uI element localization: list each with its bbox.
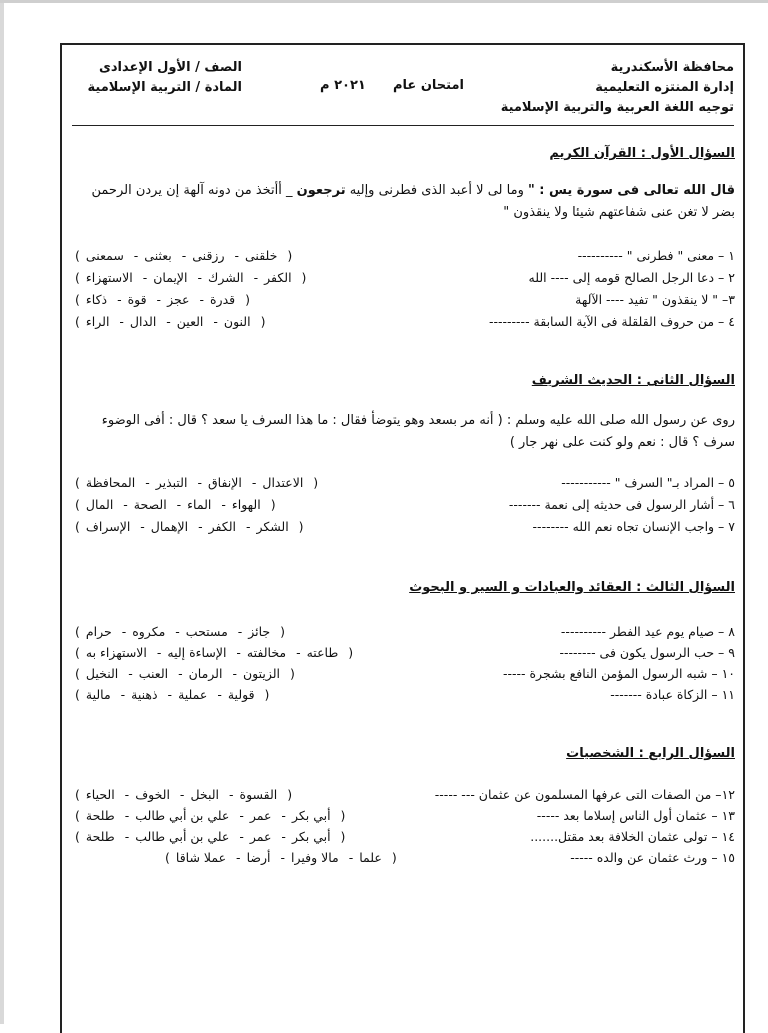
choice-option: الإنفاق bbox=[207, 475, 242, 490]
exam-header bbox=[72, 58, 734, 120]
verse-part-1: وما لى لا أعبد الذى فطرنى وإليه bbox=[345, 183, 528, 198]
scan-edge-top bbox=[0, 0, 768, 3]
question-row bbox=[75, 666, 735, 686]
choices: ( قدرة- عجز- قوة- ذكاء) bbox=[75, 292, 250, 307]
choice-option: الصحة bbox=[133, 497, 167, 512]
choices: ( طاعته- مخالفته- الإساءة إليه- الاستهزاء به) bbox=[75, 645, 354, 660]
question-text: ١٣ – عثمان أول الناس إسلاما بعد ----- bbox=[536, 808, 735, 823]
choices: ( علما- مالا وفيرا- أرضا- عملا شاقا) bbox=[165, 850, 397, 865]
choices: ( جائز- مستحب- مكروه- حرام) bbox=[75, 624, 286, 639]
question-row bbox=[75, 292, 735, 312]
choices: ( قولية- عملية- ذهنية- مالية) bbox=[75, 687, 270, 702]
question-row bbox=[75, 850, 735, 870]
quran-passage bbox=[75, 180, 735, 224]
question-row bbox=[75, 519, 735, 539]
choices: ( الهواء- الماء- الصحة- المال) bbox=[75, 497, 276, 512]
choices: ( خلقنى- رزقنى- بعثنى- سمعنى) bbox=[75, 248, 293, 263]
choice-option: النخيل bbox=[85, 666, 119, 681]
choice-option: القسوة bbox=[239, 787, 278, 802]
choice-option: الهواء bbox=[231, 497, 261, 512]
question-text: ١٥ – ورث عثمان عن والده ----- bbox=[570, 850, 735, 865]
passage-intro: قال الله تعالى فى سورة يس : " bbox=[527, 183, 735, 198]
choice-option: الخوف bbox=[135, 787, 170, 802]
choice-option: الزيتون bbox=[242, 666, 281, 681]
choice-option: الاعتدال bbox=[262, 475, 304, 490]
choice-option: مالية bbox=[85, 687, 111, 702]
choice-option: علما bbox=[359, 850, 382, 865]
choice-option: الإيمان bbox=[153, 270, 188, 285]
choices: ( الشكر- الكفر- الإهمال- الإسراف) bbox=[75, 519, 304, 534]
exam-title bbox=[320, 78, 464, 93]
choice-option: سمعنى bbox=[85, 248, 124, 263]
exam-year: ٢٠٢١ م bbox=[320, 78, 366, 93]
choice-option: العنب bbox=[138, 666, 169, 681]
section-title-q3: السؤال الثالث : العقائد والعبادات و السير و البحوث bbox=[409, 580, 735, 595]
administration: إدارة المنتزه التعليمية bbox=[595, 80, 734, 95]
section-title-q1: السؤال الأول : القرآن الكريم bbox=[549, 146, 735, 161]
choice-option: الاستهزاء bbox=[85, 270, 133, 285]
question-text: ١٠ – شبه الرسول المؤمن النافع بشجرة ----- bbox=[502, 666, 735, 681]
choice-option: الإساءة إليه bbox=[167, 645, 227, 660]
question-text: ١١ – الزكاة عبادة ------- bbox=[610, 687, 735, 702]
choice-option: الرمان bbox=[188, 666, 223, 681]
grade: الصف / الأول الإعدادى bbox=[98, 60, 242, 75]
choice-option: أرضا bbox=[246, 850, 271, 865]
header-divider bbox=[72, 125, 734, 126]
choice-option: عملية bbox=[178, 687, 208, 702]
question-text: ١٢– من الصفات التى عرفها المسلمون عن عثمان --- ----- bbox=[434, 787, 735, 802]
question-row bbox=[75, 497, 735, 517]
choice-option: قدرة bbox=[209, 292, 236, 307]
choice-option: رزقنى bbox=[192, 248, 225, 263]
question-row bbox=[75, 475, 735, 495]
question-text: ٧ – واجب الإنسان تجاه نعم الله -------- bbox=[532, 519, 735, 534]
question-text: ٤ – من حروف القلقلة فى الآية السابقة --------- bbox=[488, 314, 735, 329]
governorate: محافظة الأسكندرية bbox=[610, 60, 734, 75]
choice-option: ذهنية bbox=[131, 687, 158, 702]
choice-option: الشرك bbox=[208, 270, 244, 285]
choice-option: مكروه bbox=[132, 624, 166, 639]
hadith-passage: روى عن رسول الله صلى الله عليه وسلم : ( أنه مر بسعد وهو يتوضأ فقال : ما هذا السرف يا سعد ؟ قال : أفى الوضوء سرف ؟ قال : نعم ولو كنت على نهر جار ) bbox=[101, 413, 735, 450]
question-text: ٣– " لا ينقذون " تفيد ---- الآلهة bbox=[575, 292, 735, 307]
choices: ( أبي بكر- عمر- علي بن أبي طالب- طلحة) bbox=[75, 808, 346, 823]
question-row bbox=[75, 687, 735, 707]
section-title-q4: السؤال الرابع : الشخصيات bbox=[566, 746, 735, 761]
question-row bbox=[75, 624, 735, 644]
question-text: ٩ – حب الرسول يكون فى -------- bbox=[559, 645, 735, 660]
choice-option: البخل bbox=[190, 787, 220, 802]
choice-option: العين bbox=[176, 314, 204, 329]
choice-option: مخالفته bbox=[246, 645, 287, 660]
directorate: توجيه اللغة العربية والتربية الإسلامية bbox=[500, 100, 734, 115]
choice-option: جائز bbox=[248, 624, 271, 639]
question-row bbox=[75, 829, 735, 849]
choice-option: عمر bbox=[249, 829, 272, 844]
choice-option: الراء bbox=[85, 314, 110, 329]
choices: ( أبي بكر- عمر- علي بن أبي طالب- طلحة) bbox=[75, 829, 346, 844]
choices: ( النون- العين- الدال- الراء) bbox=[75, 314, 266, 329]
section-title-q2: السؤال الثانى : الحديث الشريف bbox=[531, 373, 735, 388]
choice-option: الكفر bbox=[208, 519, 236, 534]
choice-option: الدال bbox=[129, 314, 157, 329]
question-row bbox=[75, 248, 735, 268]
choice-option: مستحب bbox=[185, 624, 228, 639]
choice-option: أبي بكر bbox=[291, 829, 331, 844]
choice-option: الإهمال bbox=[150, 519, 189, 534]
question-text: ٥ – المراد بـ" السرف " ----------- bbox=[561, 475, 735, 490]
question-row bbox=[75, 645, 735, 665]
verse-part-2: _ أأتخذ من دونه آلهة إن يردن الرحمن بضر لا تغن عنى شفاعتهم شيئا ولا ينقذون " bbox=[91, 183, 735, 220]
choice-option: عجز bbox=[167, 292, 190, 307]
choice-option: علي بن أبي طالب bbox=[135, 829, 230, 844]
question-text: ١ – معنى " فطرنى " ---------- bbox=[577, 248, 735, 263]
choice-option: خلقنى bbox=[245, 248, 278, 263]
choice-option: الاستهزاء به bbox=[85, 645, 147, 660]
question-text: ٢ – دعا الرجل الصالح قومه إلى ---- الله bbox=[528, 270, 735, 285]
question-row bbox=[75, 314, 735, 334]
question-row bbox=[75, 808, 735, 828]
scan-edge bbox=[0, 0, 4, 1024]
choice-option: الماء bbox=[187, 497, 212, 512]
choice-option: طلحة bbox=[85, 829, 115, 844]
choice-option: طلحة bbox=[85, 808, 115, 823]
choice-option: المال bbox=[85, 497, 114, 512]
choices: ( الاعتدال- الإنفاق- التبذير- المحافظة) bbox=[75, 475, 319, 490]
question-text: ٦ – أشار الرسول فى حديثه إلى نعمة ------- bbox=[508, 497, 735, 512]
choices: ( الزيتون- الرمان- العنب- النخيل) bbox=[75, 666, 295, 681]
choice-option: أبي بكر bbox=[291, 808, 331, 823]
choice-option: علي بن أبي طالب bbox=[135, 808, 230, 823]
choice-option: الكفر bbox=[264, 270, 292, 285]
choice-option: قوة bbox=[127, 292, 147, 307]
choice-option: طاعته bbox=[306, 645, 339, 660]
choice-option: حرام bbox=[85, 624, 112, 639]
choice-option: الإسراف bbox=[85, 519, 131, 534]
choice-option: الشكر bbox=[256, 519, 289, 534]
question-row bbox=[75, 787, 735, 807]
choice-option: قولية bbox=[227, 687, 255, 702]
choice-option: النون bbox=[223, 314, 251, 329]
question-text: ١٤ – تولى عثمان الخلافة بعد مقتل....... bbox=[530, 829, 735, 844]
header-authority bbox=[501, 58, 734, 118]
subject: المادة / التربية الإسلامية bbox=[87, 80, 242, 95]
choices: ( القسوة- البخل- الخوف- الحياء) bbox=[75, 787, 293, 802]
choice-option: بعثنى bbox=[144, 248, 172, 263]
verse-bold: ترجعون bbox=[296, 183, 346, 198]
choice-option: عملا شاقا bbox=[175, 850, 227, 865]
choice-option: المحافظة bbox=[85, 475, 136, 490]
choice-option: عمر bbox=[249, 808, 272, 823]
choice-option: التبذير bbox=[155, 475, 188, 490]
header-class-info bbox=[72, 58, 242, 98]
question-row bbox=[75, 270, 735, 290]
choice-option: ذكاء bbox=[85, 292, 108, 307]
choices: ( الكفر- الشرك- الإيمان- الاستهزاء) bbox=[75, 270, 307, 285]
choice-option: مالا وفيرا bbox=[290, 850, 339, 865]
question-text: ٨ – صيام يوم عيد الفطر ---------- bbox=[560, 624, 735, 639]
exam-label: امتحان عام bbox=[393, 78, 464, 93]
choice-option: الحياء bbox=[85, 787, 115, 802]
